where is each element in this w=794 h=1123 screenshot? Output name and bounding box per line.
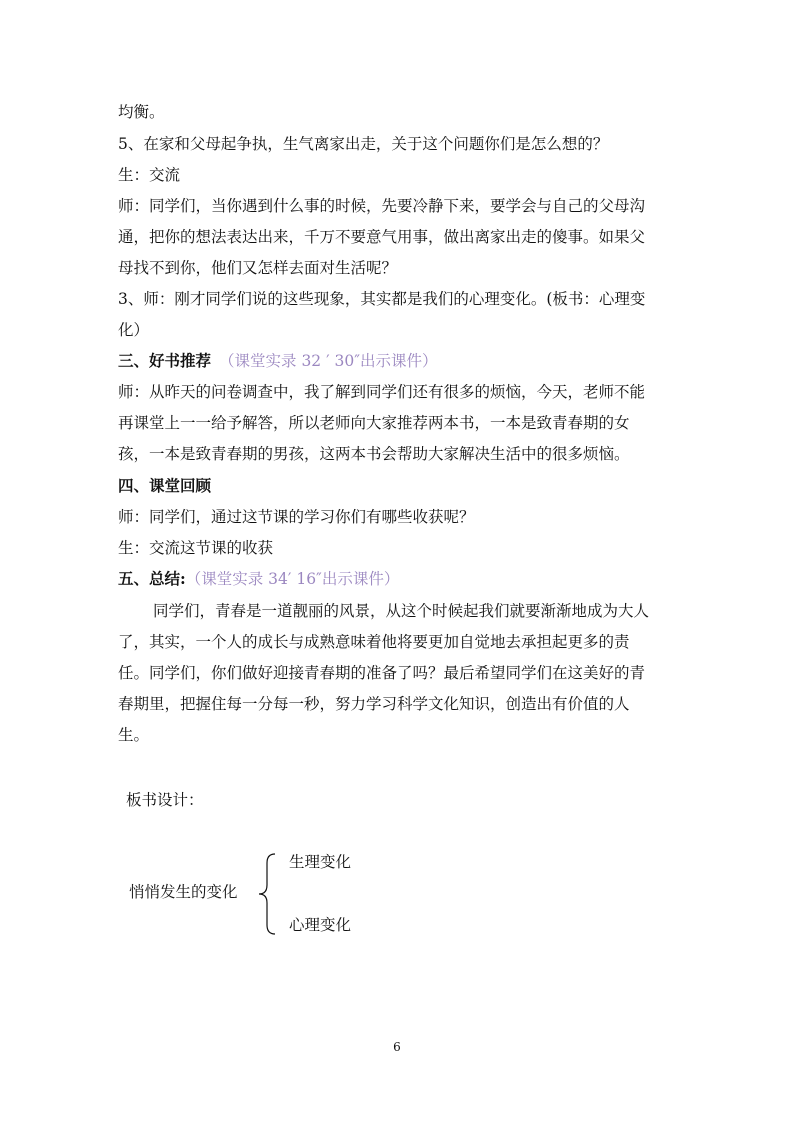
text-line: 春期里，把握住每一分每一秒，努力学习科学文化知识，创造出有价值的人 <box>118 695 630 713</box>
section-heading-text: 五、总结: <box>118 569 186 588</box>
text-line: 生。 <box>118 726 150 744</box>
text-line: 同学们，青春是一道靓丽的风景，从这个时候起我们就要渐渐地成为大人 <box>153 602 650 620</box>
board-topic: 悄悄发生的变化 <box>129 883 238 901</box>
text-line: 任。同学们，你们做好迎接青春期的准备了吗？最后希望同学们在这美好的青 <box>118 664 646 682</box>
text-line: 生：交流这节课的收获 <box>118 539 274 557</box>
board-item-physiological-change: 生理变化 <box>289 853 352 871</box>
section-note: （课堂实录 34′ 16″出示课件） <box>185 570 400 588</box>
text-line: 师：同学们，通过这节课的学习你们有哪些收获呢？ <box>118 508 475 526</box>
section-heading-review: 四、课堂回顾 <box>118 476 212 495</box>
section-heading-book-recommendation <box>118 351 438 371</box>
text-line: 师：同学们，当你遇到什么事的时候，先要冷静下来，要学会与自己的父母沟 <box>118 197 646 215</box>
text-line: 师：从昨天的问卷调查中，我了解到同学们还有很多的烦恼，今天，老师不能 <box>118 383 646 401</box>
text-line: 5、在家和父母起争执，生气离家出走，关于这个问题你们是怎么想的？ <box>118 135 609 153</box>
text-line: 3、师：刚才同学们说的这些现象，其实都是我们的心理变化。(板书：心理变 <box>118 290 646 308</box>
curly-brace <box>257 853 277 935</box>
text-line: 再课堂上一一给予解答，所以老师向大家推荐两本书，一本是致青春期的女 <box>118 414 630 432</box>
text-line: 化） <box>118 321 150 339</box>
text-line: 母找不到你，他们又怎样去面对生活呢？ <box>118 259 398 277</box>
page-number: 6 <box>393 1040 401 1054</box>
text-line: 均衡。 <box>118 103 165 121</box>
text-line: 通，把你的想法表达出来，千万不要意气用事，做出离家出走的傻事。如果父 <box>118 228 646 246</box>
section-heading-text: 三、好书推荐 <box>118 351 212 370</box>
text-line: 孩，一本是致青春期的男孩，这两本书会帮助大家解决生活中的很多烦恼。 <box>118 445 630 463</box>
text-line: 生：交流 <box>118 166 181 184</box>
text-line: 了，其实，一个人的成长与成熟意味着他将要更加自觉地去承担起更多的责 <box>118 633 630 651</box>
section-note: （课堂实录 32 ′ 30″出示课件） <box>219 352 438 370</box>
board-item-psychological-change: 心理变化 <box>289 916 352 934</box>
section-heading-summary <box>118 569 399 589</box>
board-design-title: 板书设计： <box>126 791 204 809</box>
